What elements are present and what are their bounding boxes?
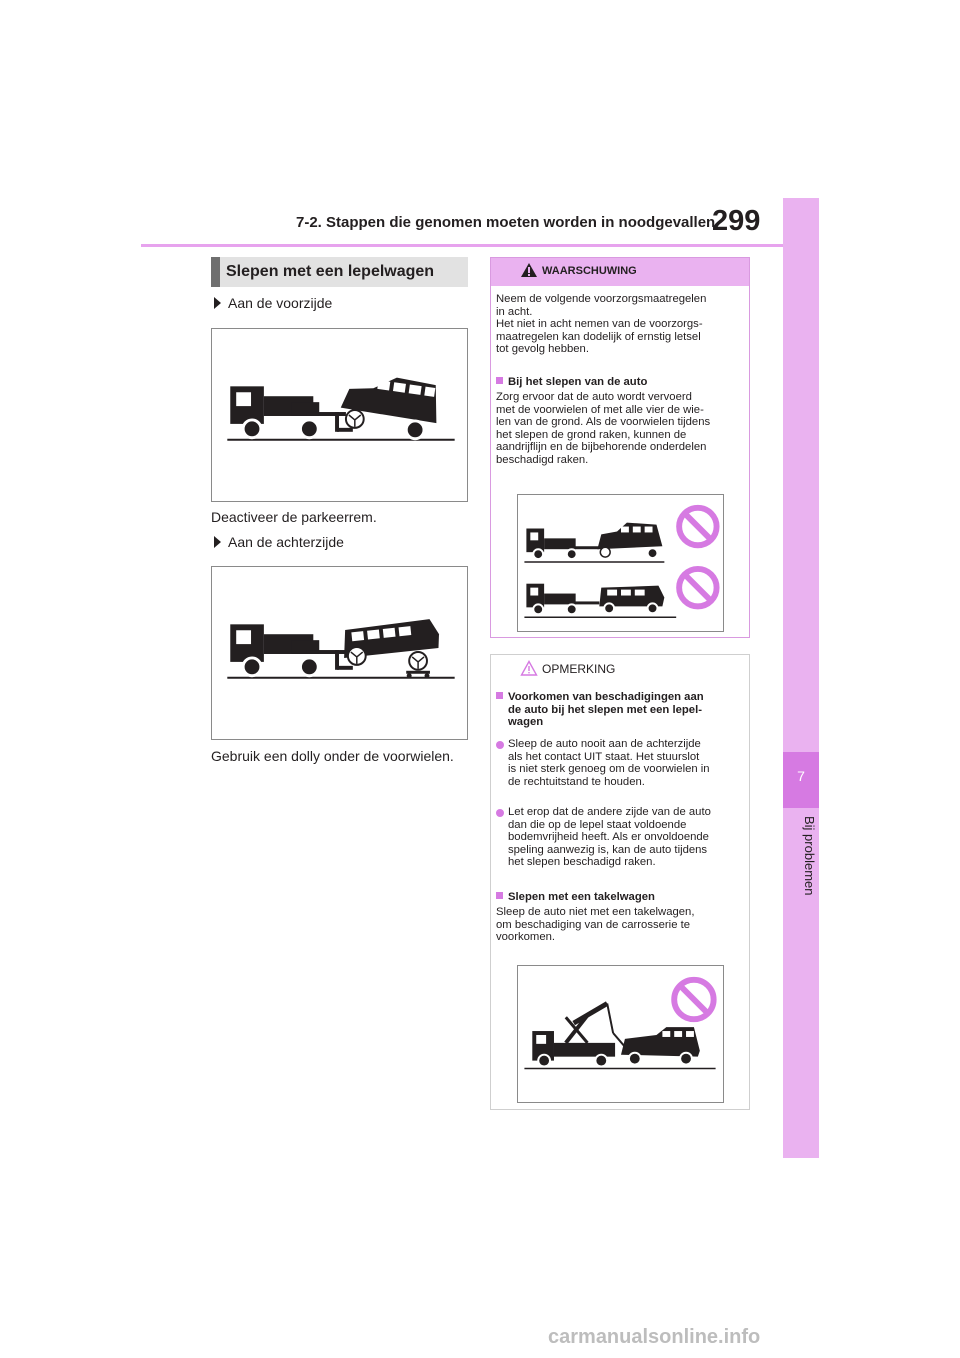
note-figure (517, 965, 724, 1103)
square-bullet-icon (496, 892, 503, 899)
watermark: carmanualsonline.info (548, 1326, 761, 1348)
note-heading-1: Voorkomen van beschadigingen aan de auto bij het slepen met een lepel- wagen (496, 691, 704, 729)
tow-truck-front-lift-icon (212, 329, 467, 501)
prohibited-sign-icon (679, 569, 716, 606)
note-heading-2: Slepen met een takelwagen (496, 891, 655, 904)
arrow-right-icon (214, 536, 221, 548)
note-title: OPMERKING (542, 662, 616, 676)
warning-item-heading: Bij het slepen van de auto (496, 376, 647, 389)
running-header-title: 7-2. Stappen die genomen moeten worden in noodgevallen (296, 214, 716, 231)
front-subheading: Aan de voorzijde (214, 295, 332, 311)
caution-triangle-icon (520, 660, 538, 676)
chapter-side-tab (783, 198, 819, 1158)
prohibited-sign-icon (679, 508, 716, 545)
square-bullet-icon (496, 692, 503, 699)
warning-figure (517, 494, 724, 632)
rear-subheading: Aan de achterzijde (214, 534, 344, 550)
warning-title: WAARSCHUWING (542, 265, 637, 277)
note-body-2: Sleep de auto niet met een takelwagen, om beschadiging van de carrosserie te voorkomen. (496, 906, 695, 944)
prohibited-crane-tow-icon (518, 966, 723, 1102)
chapter-name: Bij problemen (802, 816, 817, 896)
note-bullet-1: Sleep de auto nooit aan de achterzijde als het contact UIT staat. Het stuurslot is niet sterk genoeg om de voorwielen in de rechtuitstand te houden. (508, 738, 710, 788)
page-number: 299 (712, 205, 761, 237)
front-tow-figure (211, 328, 468, 502)
tow-truck-rear-lift-dolly-icon (212, 567, 467, 739)
arrow-right-icon (214, 297, 221, 309)
prohibited-sign-icon (674, 980, 713, 1019)
square-bullet-icon (496, 377, 503, 384)
warning-item-body: Zorg ervoor dat de auto wordt vervoerd met de voorwielen of met alle vier de wie- len van de grond. Als de voorwielen tijdens het slepen de grond raken, kunnen de aandrijflijn en de bijbehorende onderdelen beschadigd raken. (496, 391, 711, 466)
note-bullet-2: Let erop dat de andere zijde van de auto dan die op de lepel staat voldoende bodemvrijheid heeft. Als er onvoldoende speling aanwezig is, kan de auto tijdens het slepen beschadigd raken. (508, 806, 711, 869)
prohibited-towing-methods-icon (518, 495, 723, 631)
front-caption: Deactiveer de parkeerrem. (211, 509, 377, 525)
round-bullet-icon (496, 809, 504, 817)
section-heading: Slepen met een lepelwagen (211, 257, 468, 287)
warning-intro: Neem de volgende voorzorgsmaatregelen in acht. Het niet in acht nemen van de voorzorgs- maatregelen kan dodelijk of ernstig letsel tot gevolg hebben. (496, 293, 707, 356)
warning-triangle-icon (520, 262, 538, 278)
rear-tow-figure (211, 566, 468, 740)
chapter-number: 7 (797, 768, 805, 784)
header-rule (141, 244, 783, 247)
round-bullet-icon (496, 741, 504, 749)
rear-caption: Gebruik een dolly onder de voorwielen. (211, 748, 454, 764)
